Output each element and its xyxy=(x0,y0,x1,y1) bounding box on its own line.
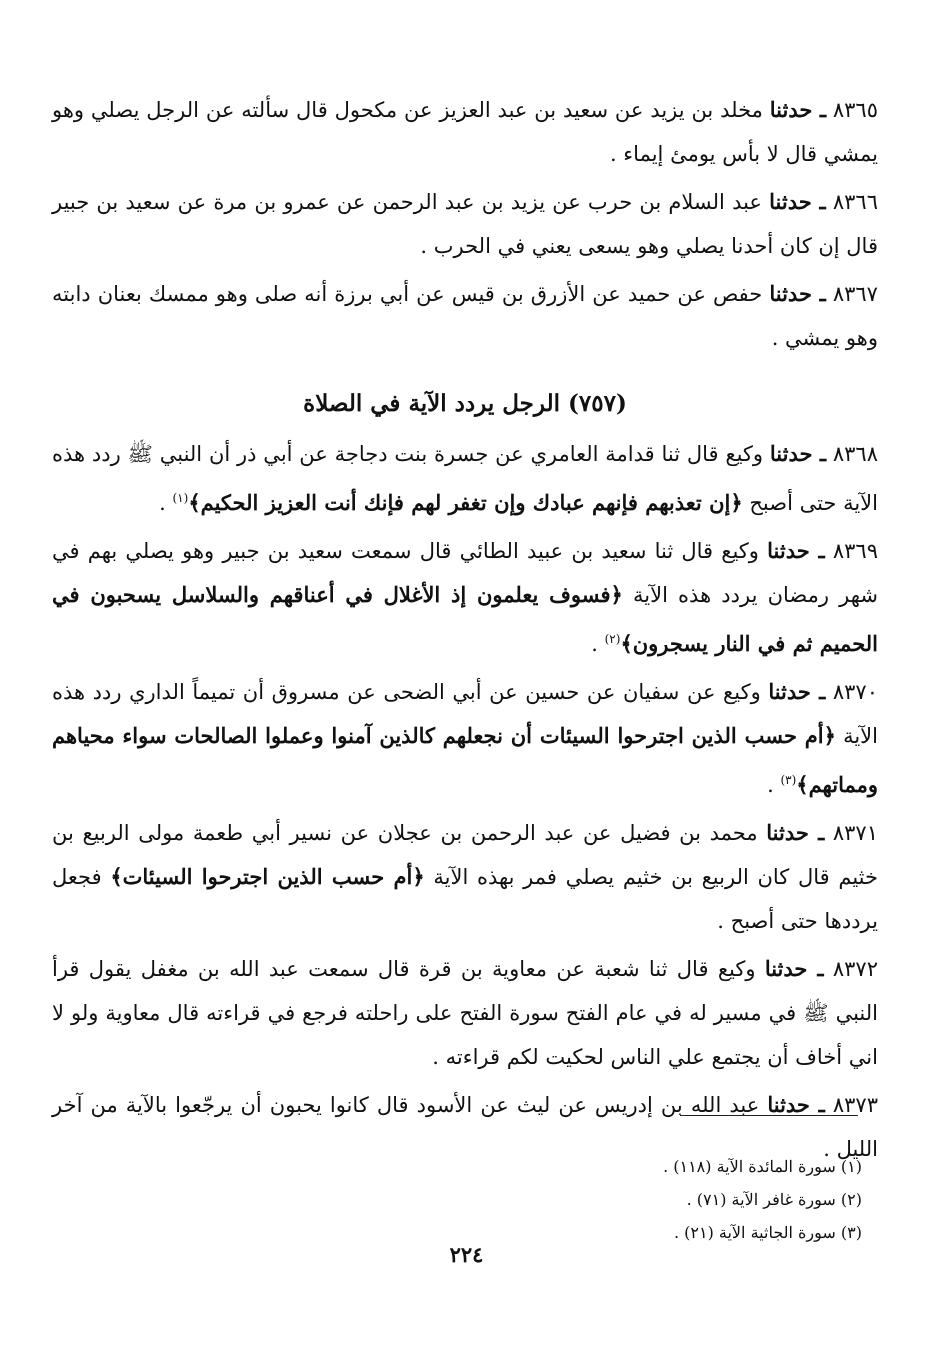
hadith-number: ٨٣٧١ xyxy=(832,821,878,845)
hadith-lead: ـ حدثنا xyxy=(769,189,826,214)
footnote-ref: (١) xyxy=(172,491,189,505)
hadith-number: ٨٣٧٣ xyxy=(832,1093,878,1117)
hadith-text: عبد السلام بن حرب عن يزيد بن عبد الرحمن عن عمرو بن مرة عن سعيد بن جبير قال إن كان أحدنا يصلي وهو يسعى يعني في الحرب . xyxy=(52,190,878,258)
hadith-text: وكيع قال ثنا قدامة العامري عن جسرة بنت دجاجة عن أبي ذر أن النبي ﷺ ردد هذه الآية حتى أصبح xyxy=(52,442,878,515)
hadith-number: ٨٣٧٠ xyxy=(832,680,878,704)
hadith-number: ٨٣٧٢ xyxy=(832,957,878,981)
hadith-text: مخلد بن يزيد عن سعيد بن عبد العزيز عن مكحول قال سألته عن الرجل يصلي وهو يمشي قال لا بأس يومئ إيماء . xyxy=(52,98,878,166)
hadith-8365 xyxy=(52,88,878,176)
hadith-number: ٨٣٦٥ xyxy=(832,98,878,122)
hadith-number: ٨٣٦٧ xyxy=(832,282,878,306)
hadith-lead: ـ حدثنا xyxy=(766,820,825,845)
hadith-lead: ـ حدثنا xyxy=(764,956,824,981)
hadith-8372 xyxy=(52,947,878,1079)
hadith-text: وكيع عن سفيان عن حسين عن أبي الضحى عن مسروق أن تميماً الداري ردد هذه الآية xyxy=(52,680,878,748)
hadith-text: محمد بن فضيل عن عبد الرحمن بن عجلان عن نسير أبي طعمة مولى الربيع بن خثيم قال كان الربيع بن خثيم يصلي فمر بهذه الآية xyxy=(52,821,878,889)
hadith-8366 xyxy=(52,180,878,268)
hadith-lead: ـ حدثنا xyxy=(769,97,826,122)
hadith-number: ٨٣٦٨ xyxy=(832,442,878,466)
hadith-number: ٨٣٦٩ xyxy=(832,539,878,563)
hadith-lead: ـ حدثنا xyxy=(767,538,825,563)
hadith-text: وكيع قال ثنا شعبة عن معاوية بن قرة قال سمعت عبد الله بن مغفل يقول قرأ النبي ﷺ في مسير له في عام الفتح سورة الفتح على راحلته فرجع في قراءته قال معاوية ولو لا اني أخاف أن يجتمع علي الناس لحكيت لكم قراءته . xyxy=(52,957,878,1069)
hadith-8367 xyxy=(52,272,878,360)
footnote-divider xyxy=(680,1115,858,1116)
hadith-end: . xyxy=(159,491,166,515)
main-text xyxy=(52,88,878,1175)
chapter-heading: (٧٥٧) الرجل يردد الآية في الصلاة xyxy=(303,390,627,417)
hadith-8369 xyxy=(52,529,878,666)
hadith-number: ٨٣٦٦ xyxy=(832,190,878,214)
quran-verse: ﴿أم حسب الذين اجترحوا السيئات أن نجعلهم كالذين آمنوا وعملوا الصالحات سواء محياهم ومماتهم﴾ xyxy=(52,723,878,797)
hadith-end: . xyxy=(591,632,598,656)
footnotes xyxy=(52,1150,862,1249)
quran-verse: ﴿فسوف يعلمون إذ الأغلال في أعناقهم والسلاسل يسحبون في الحميم ثم في النار يسجرون﴾ xyxy=(52,582,878,656)
footnote-ref: (٣) xyxy=(780,773,797,787)
hadith-text: عبد الله بن إدريس عن ليث عن الأسود قال كانوا يحبون أن يرجّعوا بالآية من آخر الليل . xyxy=(52,1093,878,1161)
quran-verse: ﴿أم حسب الذين اجترحوا السيئات﴾ xyxy=(110,864,425,889)
hadith-8368 xyxy=(52,432,878,525)
footnote-1: (١) سورة المائدة الآية (١١٨) . xyxy=(663,1157,862,1176)
hadith-lead: ـ حدثنا xyxy=(769,441,827,466)
hadith-lead: ـ حدثنا xyxy=(768,679,826,704)
hadith-lead: ـ حدثنا xyxy=(769,281,826,306)
page-number: ٢٢٤ xyxy=(449,1242,484,1267)
hadith-end: . xyxy=(767,773,774,797)
footnote-3: (٣) سورة الجاثية الآية (٢١) . xyxy=(673,1223,862,1242)
hadith-text: وكيع قال ثنا سعيد بن عبيد الطائي قال سمعت سعيد بن جبير وهو يصلي بهم في شهر رمضان يردد هذه الآية xyxy=(52,539,879,607)
hadith-8371 xyxy=(52,811,878,943)
hadith-text: حفص عن حميد عن الأزرق بن قيس عن أبي برزة أنه صلى وهو ممسك بعنان دابته وهو يمشي . xyxy=(52,282,878,350)
hadith-lead: ـ حدثنا xyxy=(767,1092,825,1117)
hadith-8370 xyxy=(52,670,878,807)
quran-verse: ﴿إن تعذبهم فإنهم عبادك وإن تغفر لهم فإنك أنت العزيز الحكيم﴾ xyxy=(188,490,743,515)
hadith-end: فجعل يرددها حتى أصبح . xyxy=(52,865,878,933)
footnote-2: (٢) سورة غافر الآية (٧١) . xyxy=(686,1190,862,1209)
footnote-ref: (٢) xyxy=(604,632,621,646)
